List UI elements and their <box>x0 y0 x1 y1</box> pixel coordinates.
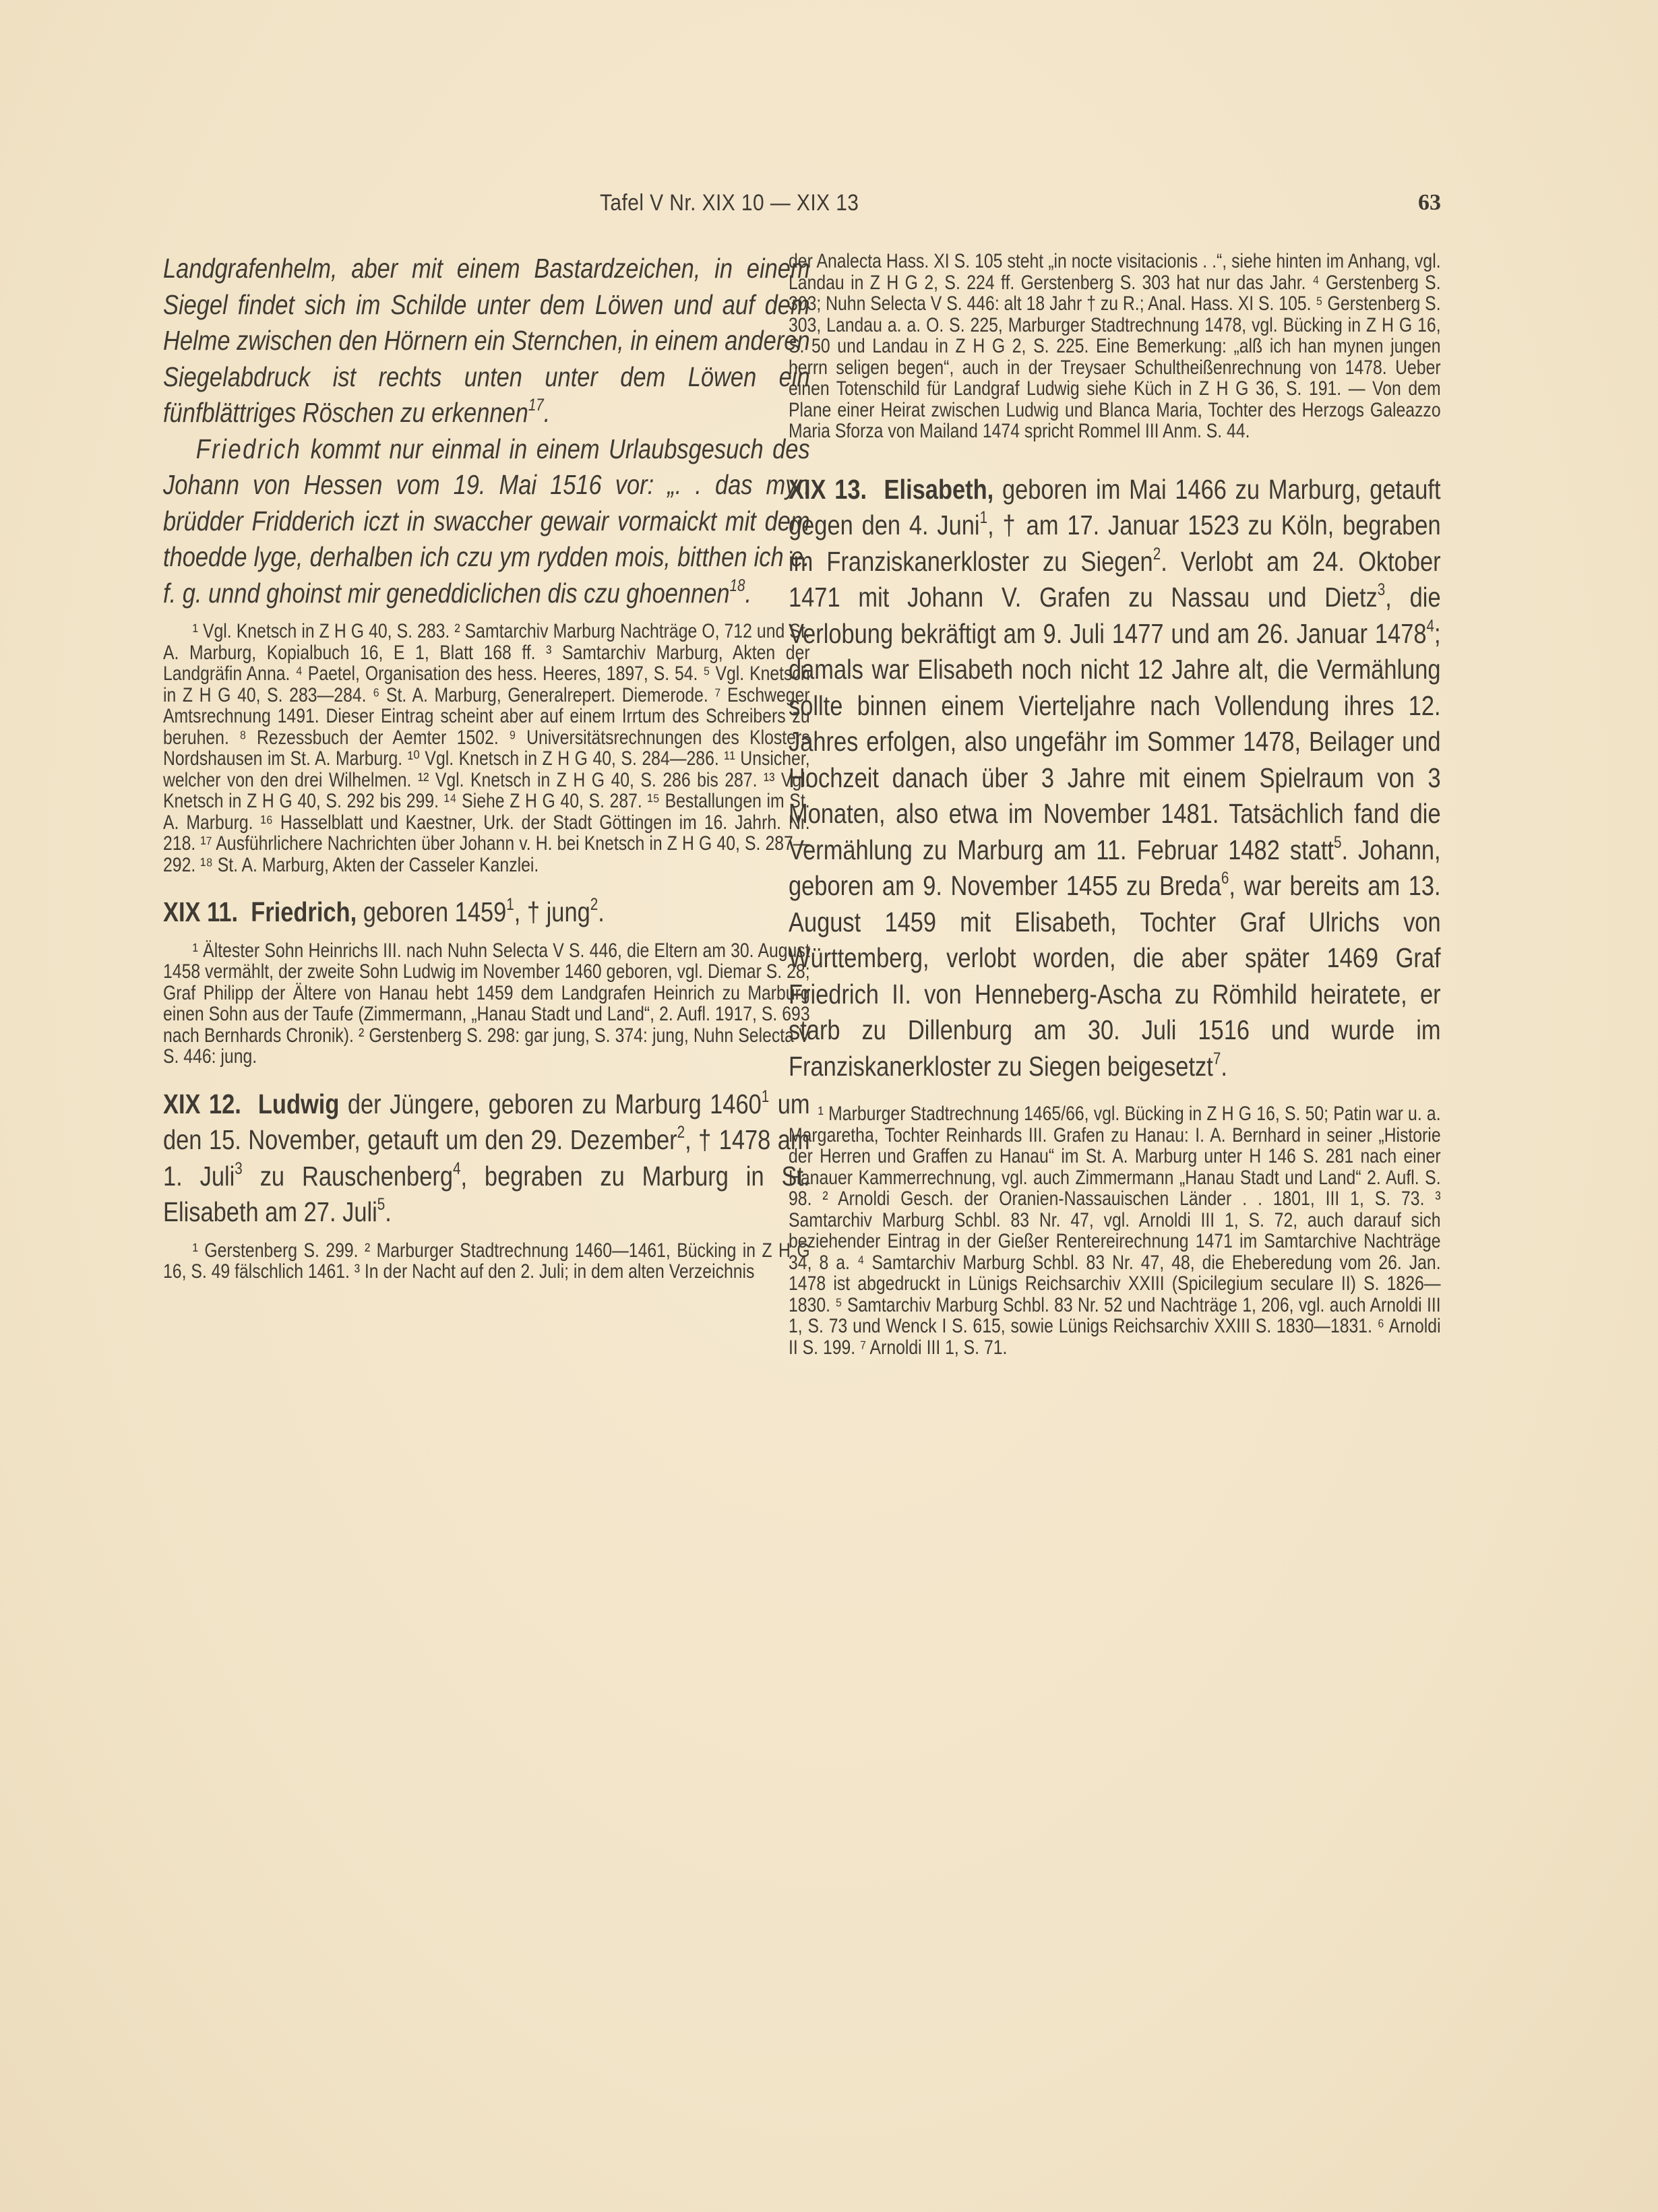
entry-text: ; damals war Elisabeth noch nicht 12 Jahre alt, die Vermählung sollte binnen einem Vierteljahre nach Vollendung ihres 12. Jahres erfolgen, also ungefähr im Sommer 1478, Beilager und Hochzeit danach über 3 Jahre mit einem Spielraum von 3 Monaten, also etwa im November 1481. Tatsächlich fand die Vermählung zu Marburg am 11. Februar 1482 statt <box>789 617 1441 865</box>
entry-number: XIX 11. <box>163 896 239 927</box>
footnote-ref: 4 <box>1426 617 1435 636</box>
period: . <box>745 577 752 609</box>
footnote-ref: 2 <box>590 895 598 914</box>
footnote-ref: 6 <box>1221 869 1229 888</box>
entry-text: zu Rauschenberg <box>242 1160 453 1192</box>
entry-text: , begraben zu Marburg in St. Elisabeth am 27. Juli <box>163 1160 810 1227</box>
footnotes-xix11: ¹ Ältester Sohn Heinrichs III. nach Nuhn Selecta V S. 446, die Eltern am 30. August 1458 vermählt, der zweite Sohn Ludwig im November 1460 geboren, vgl. Diemar S. 28; Graf Philipp der Ältere von Hanau hebt 1459 dem Landgrafen Heinrich zu Marburg einen Sohn aus der Taufe (Zimmermann, „Hanau Stadt und Land“, 2. Aufl. 1917, S. 693 nach Bernhards Chronik). ² Gerstenberg S. 298: gar jung, S. 374: jung, Nuhn Selecta V S. 446: jung. <box>163 939 810 1068</box>
right-column <box>789 251 1441 1358</box>
friedrich-name: Friedrich <box>195 433 302 464</box>
entry-text: . <box>598 896 605 927</box>
footnote-ref: 1 <box>979 508 988 527</box>
footnote-ref: 7 <box>1212 1049 1221 1068</box>
friedrich-paragraph <box>163 431 810 612</box>
footnote-ref: 1 <box>761 1087 770 1106</box>
entry-text: , die Verlobung bekräftigt am 9. Juli 1477 und am 26. Januar 1478 <box>789 582 1441 649</box>
spacer <box>163 611 810 621</box>
footnote-ref: 3 <box>1377 580 1386 599</box>
entry-text: , † am 17. Januar 1523 zu Köln, begraben im Franziskanerkloster zu Siegen <box>789 510 1441 577</box>
entry-text: geboren 1459 <box>357 896 507 927</box>
footnote-ref: 3 <box>235 1159 243 1178</box>
spacer <box>789 442 1441 472</box>
footnotes-xix13: ¹ Marburger Stadtrechnung 1465/66, vgl. Bücking in Z H G 16, S. 50; Patin war u. a. Margaretha, Tochter Reinhards III. Grafen zu Hanau: I. A. Bernhard in seiner „Historie der Herren und Graffen zu Hanau“ im St. A. Marburg unter H 146 S. 281 nach einer Hanauer Kammerrechnung, vgl. auch Zimmermann „Hanau Stadt und Land“ 2. Aufl. S. 98. ² Arnoldi Gesch. der Oranien-Nassauischen Länder . . 1801, III 1, S. 73. ³ Samtarchiv Marburg Schbl. 83 Nr. 47, vgl. Arnoldi III 1, S. 72, auch darauf sich beziehender Eintrag in der Gießer Rentereirechnung 1471 im Samtarchive Nachträge 34, 8 a. ⁴ Samtarchiv Marburg Schbl. 83 Nr. 47, 48, die Eheberedung vom 26. Jan. 1478 ist abgedruckt in Lünigs Reichsarchiv XXIII (Spicilegium seculare II) S. 1826—1830. ⁵ Samtarchiv Marburg Schbl. 83 Nr. 52 und Nachträge 1, 206, vgl. auch Arnoldi III 1, S. 73 und Wenck I S. 615, sowie Lünigs Reichsarchiv XXIII S. 1830—1831. ⁶ Arnoldi II S. 199. ⁷ Arnoldi III 1, S. 71. <box>789 1103 1441 1359</box>
entry-name: Elisabeth, <box>884 473 994 505</box>
footnotes-xix10: ¹ Vgl. Knetsch in Z H G 40, S. 283. ² Samtarchiv Marburg Nachträge O, 712 und St. A. Marburg, Kopialbuch 16, E 1, Blatt 168 ff. ³ Samtarchiv Marburg, Akten der Landgräfin Anna. ⁴ Paetel, Organisation des hess. Heeres, 1897, S. 54. ⁵ Vgl. Knetsch in Z H G 40, S. 283—284. ⁶ St. A. Marburg, Generalrepert. Diemerode. ⁷ Eschweger Amtsrechnung 1491. Dieser Eintrag scheint aber auf einem Irrtum des Schreibers zu beruhen. ⁸ Rezessbuch der Aemter 1502. ⁹ Universitätsrechnungen des Klosters Nordshausen im St. A. Marburg. ¹⁰ Vgl. Knetsch in Z H G 40, S. 284—286. ¹¹ Unsicher, welcher von den drei Wilhelmen. ¹² Vgl. Knetsch in Z H G 40, S. 286 bis 287. ¹³ Vgl. Knetsch in Z H G 40, S. 292 bis 299. ¹⁴ Siehe Z H G 40, S. 287. ¹⁵ Bestallungen im St. A. Marburg. ¹⁶ Hasselblatt und Kaestner, Urk. der Stadt Göttingen im 16. Jahrh. Nr. 218. ¹⁷ Ausführlichere Nachrichten über Johann v. H. bei Knetsch in Z H G 40, S. 287—292. ¹⁸ St. A. Marburg, Akten der Casseler Kanzlei. <box>163 620 810 876</box>
entry-text: geboren im Mai 1466 zu Marburg, getauft gegen den 4. Juni <box>789 473 1441 541</box>
running-head: Tafel V Nr. XIX 10 — XIX 13 <box>600 190 859 216</box>
entry-text: . <box>385 1196 392 1227</box>
entry-xix13 <box>789 472 1441 1085</box>
entry-xix12 <box>163 1086 810 1231</box>
entry-text: . Verlobt am 24. Oktober 1471 mit Johann V. Grafen zu Nassau und Dietz <box>789 545 1441 613</box>
footnote-ref: 2 <box>677 1123 685 1142</box>
footnote-ref: 18 <box>729 576 745 595</box>
entry-name: Ludwig <box>257 1088 340 1119</box>
footnote-ref: 5 <box>377 1195 386 1214</box>
spacer <box>163 931 810 940</box>
spacer <box>163 875 810 894</box>
footnote-ref: 5 <box>1333 833 1342 852</box>
entry-number: XIX 12. <box>163 1088 241 1119</box>
page-number: 63 <box>1418 190 1441 215</box>
entry-text: . <box>1221 1050 1227 1082</box>
footnote-ref: 1 <box>506 895 514 914</box>
entry-text: . Johann, geboren am 9. November 1455 zu Breda <box>789 834 1441 901</box>
entry-text: , war bereits am 13. August 1459 mit Elisabeth, Tochter Graf Ulrichs von Württemberg, verlobt worden, die aber später 1469 Graf Friedrich II. von Henneberg-Ascha zu Römhild heiratete, er starb zu Dillenburg am 30. Juli 1516 und wurde im Franziskanerkloster zu Siegen beigesetzt <box>789 870 1441 1082</box>
footnotes-xix12-continued: der Analecta Hass. XI S. 105 steht „in nocte visitacionis . .“, siehe hinten im Anhang, vgl. Landau in Z H G 2, S. 224 ff. Gerstenberg S. 303 hat nur das Jahr. ⁴ Gerstenberg S. 303; Nuhn Selecta V S. 446: alt 18 Jahr † zu R.; Anal. Hass. XI S. 105. ⁵ Gerstenberg S. 303, Landau a. a. O. S. 225, Marburger Stadtrechnung 1478, vgl. Bücking in Z H G 16, S. 50 und Landau in Z H G 2, S. 225. Eine Bemerkung: „alß ich han mynen jungen herrn seligen begen“, auch in der Treysaer Schultheißenrechnung von 1478. Ueber einen Totenschild für Landgraf Ludwig siehe Küch in Z H G 36, S. 191. — Von dem Plane einer Heirat zwischen Ludwig und Blanca Maria, Tochter des Herzogs Galeazzo Maria Sforza von Mailand 1474 spricht Rommel III Anm. S. 44. <box>789 250 1441 442</box>
entry-name: Friedrich, <box>251 896 357 927</box>
footnote-ref: 17 <box>528 396 544 414</box>
entry-number: XIX 13. <box>789 473 867 505</box>
continuation-paragraph: Landgrafenhelm, aber mit einem Bastardzeichen, in einem Siegel findet sich im Schilde unter dem Löwen und auf dem Helme zwischen den Hörnern ein Sternchen, in einem anderen Siegelabdruck ist rechts unten unter dem Löwen ein fünfblättriges Röschen zu erkennen$^{17}$. <box>163 253 810 428</box>
entry-text: um den 15. November, getauft um den 29. Dezember <box>163 1088 810 1155</box>
friedrich-text: kommt nur einmal in einem Urlaubsgesuch des Johann von Hessen vom 19. Mai 1516 vor: „. . das myn brüdder Fridderich iczt in swaccher gewair vormaickt mit dem thoedde lyge, derhalben ich czu ym rydden mois, bitthen ich e. f. g. unnd ghoinst mir geneddiclichen dis czu ghoennen <box>163 433 810 609</box>
left-column <box>163 251 810 1283</box>
entry-text: , † jung <box>514 896 590 927</box>
entry-text: , † 1478 am 1. Juli <box>163 1124 810 1192</box>
footnotes-xix12: ¹ Gerstenberg S. 299. ² Marburger Stadtrechnung 1460—1461, Bücking in Z H G 16, S. 49 fälschlich 1461. ³ In der Nacht auf den 2. Juli; in dem alten Verzeichnis <box>163 1239 810 1283</box>
spacer <box>163 1068 810 1086</box>
footnote-ref: 4 <box>452 1159 461 1178</box>
entry-xix11 <box>163 894 810 931</box>
spacer <box>163 1231 810 1240</box>
footnote-ref: 2 <box>1153 545 1161 563</box>
continuation-text: Landgrafenhelm, aber mit einem Bastardzeichen, in einem Siegel findet sich im Schilde unter dem Löwen und auf dem Helme zwischen den Hörnern ein Sternchen, in einem anderen Siegelabdruck ist rechts unten unter dem Löwen ein fünfblättriges Röschen zu erkennen <box>163 253 810 428</box>
entry-text: der Jüngere, geboren zu Marburg 1460 <box>339 1088 762 1119</box>
spacer <box>789 1084 1441 1103</box>
